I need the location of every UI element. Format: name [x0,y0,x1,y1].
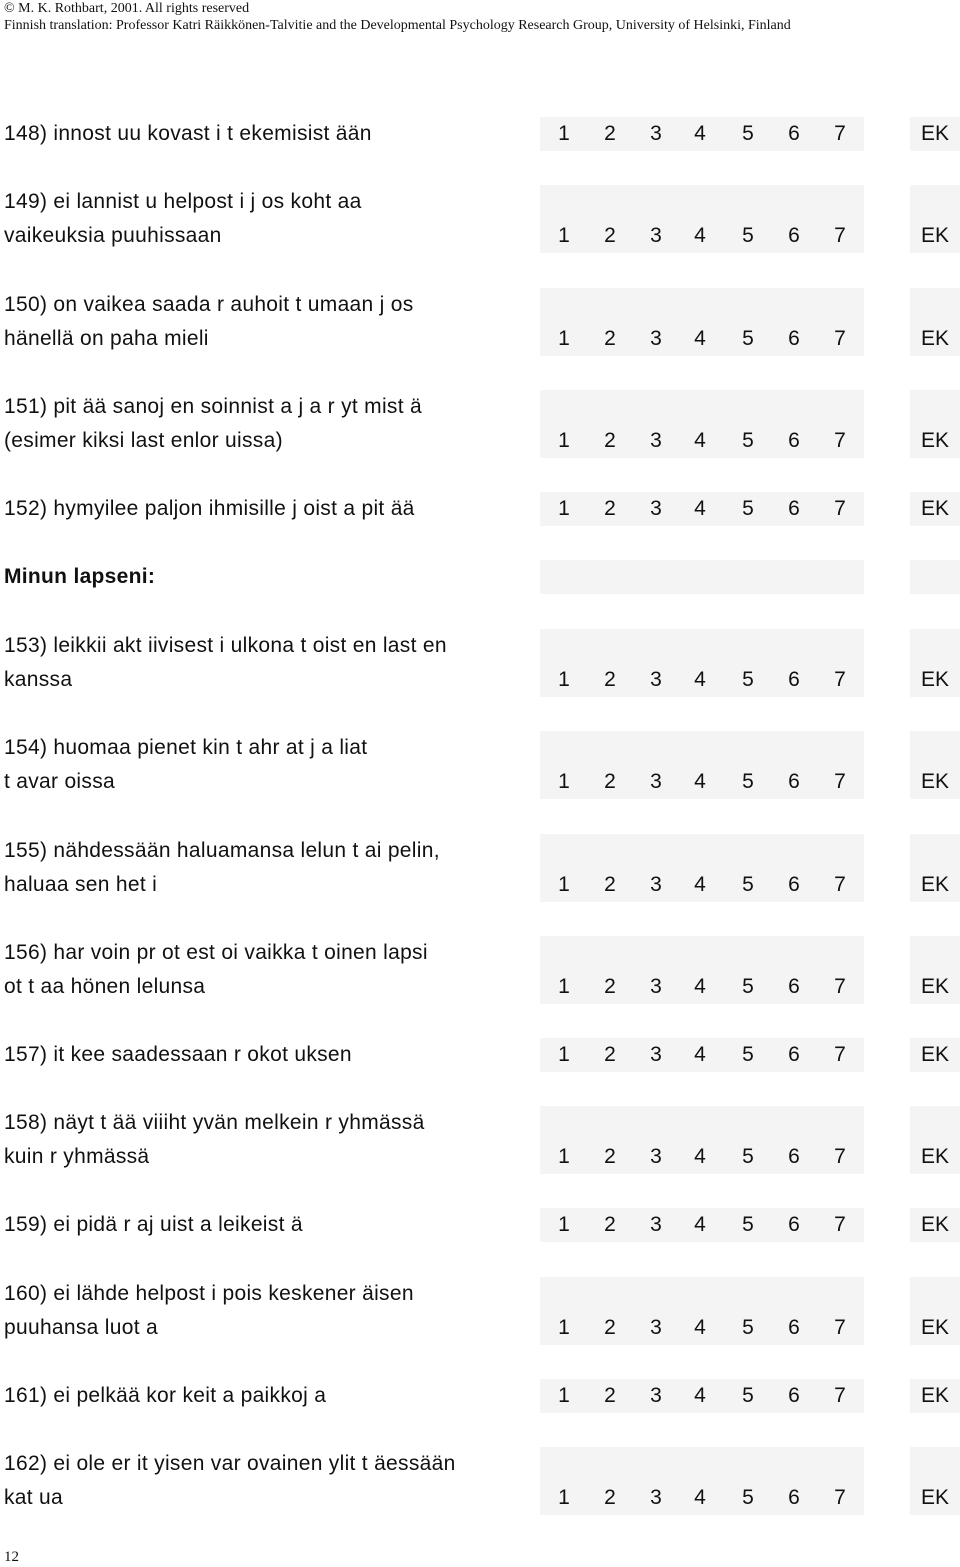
item-text-line: 156) har voin pr ot est oi vaikka t oinen lapsi [4,941,428,964]
rating-option-1[interactable]: 1 [558,1213,570,1236]
questionnaire-row [0,117,960,151]
rating-option-7[interactable]: 7 [834,873,846,896]
not-applicable-option[interactable]: EK [920,1486,949,1509]
rating-option-6[interactable]: 6 [788,122,800,145]
rating-option-2[interactable]: 2 [604,1384,616,1407]
rating-option-1[interactable]: 1 [558,1316,570,1339]
item-text-line: 157) it kee saadessaan r okot uksen [4,1043,352,1066]
rating-option-1[interactable]: 1 [558,122,570,145]
rating-option-3[interactable]: 3 [650,873,662,896]
rating-option-5[interactable]: 5 [742,1145,754,1168]
item-text [4,731,534,799]
rating-option-1[interactable]: 1 [558,497,570,520]
questionnaire-row [0,834,960,902]
not-applicable-background [910,560,960,594]
item-text [4,492,534,526]
rating-scale-background [540,560,864,594]
rating-scale [540,765,864,799]
rating-option-5[interactable]: 5 [742,1486,754,1509]
rating-option-6[interactable]: 6 [788,975,800,998]
questionnaire-row [0,185,960,253]
rating-option-6[interactable]: 6 [788,668,800,691]
rating-option-6[interactable]: 6 [788,1384,800,1407]
rating-option-2[interactable]: 2 [604,975,616,998]
rating-option-2[interactable]: 2 [604,873,616,896]
rating-option-5[interactable]: 5 [742,873,754,896]
item-text [4,834,534,902]
questionnaire-row [0,936,960,1004]
rating-option-1[interactable]: 1 [558,429,570,452]
item-text-line: puuhansa luot a [4,1316,158,1339]
item-text-line: 160) ei lähde helpost i pois keskener äisen [4,1282,414,1305]
rating-scale [540,1038,864,1072]
rating-option-6[interactable]: 6 [788,224,800,247]
item-text-line: 154) huomaa pienet kin t ahr at j a liat [4,736,368,759]
rating-option-1[interactable]: 1 [558,873,570,896]
rating-option-1[interactable]: 1 [558,224,570,247]
item-text [4,1038,534,1072]
item-text-line: 159) ei pidä r aj uist a leikeist ä [4,1213,303,1236]
rating-option-5[interactable]: 5 [742,497,754,520]
rating-scale [540,1208,864,1242]
section-header-row [0,560,960,594]
rating-option-5[interactable]: 5 [742,1384,754,1407]
item-text [4,1447,534,1515]
item-text-line: kanssa [4,668,73,691]
rating-option-4[interactable]: 4 [694,1316,706,1339]
rating-option-7[interactable]: 7 [834,327,846,350]
rating-option-1[interactable]: 1 [558,770,570,793]
not-applicable-option[interactable]: EK [920,668,949,691]
rating-option-2[interactable]: 2 [604,1316,616,1339]
rating-option-6[interactable]: 6 [788,1316,800,1339]
rating-scale [540,219,864,253]
rating-option-2[interactable]: 2 [604,770,616,793]
rating-option-5[interactable]: 5 [742,975,754,998]
rating-option-4[interactable]: 4 [694,1486,706,1509]
rating-option-2[interactable]: 2 [604,429,616,452]
item-text-line: 149) ei lannist u helpost i j os koht aa [4,190,362,213]
questionnaire-row [0,1379,960,1413]
rating-option-7[interactable]: 7 [834,1043,846,1066]
rating-option-7[interactable]: 7 [834,975,846,998]
rating-option-2[interactable]: 2 [604,1145,616,1168]
rating-option-3[interactable]: 3 [650,1213,662,1236]
questionnaire-row [0,1447,960,1515]
rating-option-7[interactable]: 7 [834,1316,846,1339]
rating-scale [540,492,864,526]
rating-option-1[interactable]: 1 [558,1145,570,1168]
item-text-line: 162) ei ole er it yisen var ovainen ylit t äessään [4,1452,456,1475]
questionnaire-row [0,390,960,458]
rating-option-7[interactable]: 7 [834,668,846,691]
rating-option-4[interactable]: 4 [694,224,706,247]
not-applicable-option[interactable]: EK [920,1043,949,1066]
rating-option-4[interactable]: 4 [694,327,706,350]
rating-option-7[interactable]: 7 [834,1213,846,1236]
rating-option-3[interactable]: 3 [650,1043,662,1066]
item-text [4,1106,534,1174]
not-applicable-option[interactable]: EK [920,224,949,247]
section-title [4,560,534,594]
item-text [4,1379,534,1413]
not-applicable-option[interactable]: EK [920,975,949,998]
rating-scale [540,117,864,151]
rating-option-1[interactable]: 1 [558,1043,570,1066]
item-text [4,1277,534,1345]
rating-option-1[interactable]: 1 [558,668,570,691]
not-applicable-option[interactable]: EK [920,1145,949,1168]
item-text [4,1208,534,1242]
rating-scale [540,1379,864,1413]
rating-scale [540,424,864,458]
rating-option-2[interactable]: 2 [604,497,616,520]
rating-option-2[interactable]: 2 [604,1043,616,1066]
rating-option-5[interactable]: 5 [742,1213,754,1236]
item-text [4,288,534,356]
rating-option-7[interactable]: 7 [834,122,846,145]
item-text-line: 158) näyt t ää viiiht yvän melkein r yhmässä [4,1111,425,1134]
rating-option-4[interactable]: 4 [694,429,706,452]
item-text-line: 148) innost uu kovast i t ekemisist ään [4,122,372,145]
rating-scale [540,868,864,902]
rating-option-5[interactable]: 5 [742,668,754,691]
translation-line: Finnish translation: Professor Katri Räikkönen-Talvitie and the Developmental Psychology Research Group, University of Helsinki, Finland [4,18,791,33]
rating-option-4[interactable]: 4 [694,770,706,793]
not-applicable-option[interactable]: EK [920,122,949,145]
item-text [4,629,534,697]
item-text-line: 155) nähdessään haluamansa lelun t ai pelin, [4,839,440,862]
rating-scale [540,1311,864,1345]
rating-option-7[interactable]: 7 [834,224,846,247]
item-text [4,936,534,1004]
rating-scale [540,322,864,356]
item-text-line: kat ua [4,1486,64,1509]
rating-option-1[interactable]: 1 [558,327,570,350]
rating-option-4[interactable]: 4 [694,873,706,896]
copyright-line: © M. K. Rothbart, 2001. All rights reserved [4,1,250,16]
questionnaire-row [0,1038,960,1072]
rating-option-2[interactable]: 2 [604,1486,616,1509]
rating-option-2[interactable]: 2 [604,668,616,691]
not-applicable-option[interactable]: EK [920,497,949,520]
not-applicable-option[interactable]: EK [920,1384,949,1407]
questionnaire-row [0,629,960,697]
rating-option-5[interactable]: 5 [742,1316,754,1339]
rating-option-3[interactable]: 3 [650,497,662,520]
item-text [4,390,534,458]
rating-option-7[interactable]: 7 [834,497,846,520]
rating-option-1[interactable]: 1 [558,1384,570,1407]
rating-option-6[interactable]: 6 [788,1486,800,1509]
rating-option-3[interactable]: 3 [650,668,662,691]
rating-option-3[interactable]: 3 [650,429,662,452]
rating-option-6[interactable]: 6 [788,770,800,793]
rating-option-6[interactable]: 6 [788,1213,800,1236]
item-text-line: 153) leikkii akt iivisest i ulkona t oist en last en [4,634,447,657]
rating-option-7[interactable]: 7 [834,770,846,793]
rating-option-7[interactable]: 7 [834,1486,846,1509]
page-number: 12 [4,1549,19,1565]
rating-option-4[interactable]: 4 [694,497,706,520]
not-applicable-option[interactable]: EK [920,1316,949,1339]
rating-option-3[interactable]: 3 [650,327,662,350]
not-applicable-option[interactable]: EK [920,327,949,350]
rating-option-4[interactable]: 4 [694,975,706,998]
rating-scale [540,970,864,1004]
not-applicable-option[interactable]: EK [920,1213,949,1236]
rating-option-6[interactable]: 6 [788,873,800,896]
rating-option-5[interactable]: 5 [742,429,754,452]
questionnaire-row [0,1277,960,1345]
rating-option-6[interactable]: 6 [788,429,800,452]
rating-option-2[interactable]: 2 [604,122,616,145]
rating-option-5[interactable]: 5 [742,1043,754,1066]
not-applicable-option[interactable]: EK [920,770,949,793]
item-text [4,185,534,253]
rating-option-5[interactable]: 5 [742,224,754,247]
questionnaire-row [0,492,960,526]
rating-option-5[interactable]: 5 [742,770,754,793]
questionnaire-row [0,1208,960,1242]
rating-option-4[interactable]: 4 [694,1213,706,1236]
not-applicable-option[interactable]: EK [920,873,949,896]
item-text-line: Minun lapseni: [4,565,156,588]
item-text-line: (esimer kiksi last enlor uissa) [4,429,283,452]
item-text-line: hänellä on paha mieli [4,327,209,350]
item-text-line: t avar oissa [4,770,115,793]
rating-option-2[interactable]: 2 [604,1213,616,1236]
rating-option-5[interactable]: 5 [742,122,754,145]
not-applicable-option[interactable]: EK [920,429,949,452]
rating-option-2[interactable]: 2 [604,224,616,247]
item-text-line: vaikeuksia puuhissaan [4,224,222,247]
questionnaire-row [0,731,960,799]
rating-option-6[interactable]: 6 [788,1043,800,1066]
item-text-line: haluaa sen het i [4,873,158,896]
rating-option-3[interactable]: 3 [650,1384,662,1407]
rating-option-3[interactable]: 3 [650,1486,662,1509]
rating-option-2[interactable]: 2 [604,327,616,350]
rating-option-4[interactable]: 4 [694,1384,706,1407]
rating-scale [540,1481,864,1515]
rating-option-1[interactable]: 1 [558,975,570,998]
item-text-line: 152) hymyilee paljon ihmisille j oist a pit ää [4,497,415,520]
item-text-line: 150) on vaikea saada r auhoit t umaan j os [4,293,414,316]
rating-scale [540,1140,864,1174]
rating-option-4[interactable]: 4 [694,1145,706,1168]
item-text [4,117,534,151]
rating-option-7[interactable]: 7 [834,1145,846,1168]
rating-option-7[interactable]: 7 [834,429,846,452]
rating-option-4[interactable]: 4 [694,122,706,145]
rating-option-4[interactable]: 4 [694,668,706,691]
rating-scale [540,663,864,697]
rating-option-3[interactable]: 3 [650,770,662,793]
questionnaire-row [0,1106,960,1174]
item-text-line: kuin r yhmässä [4,1145,150,1168]
item-text-line: ot t aa hönen lelunsa [4,975,206,998]
rating-option-3[interactable]: 3 [650,1316,662,1339]
rating-option-3[interactable]: 3 [650,224,662,247]
item-text-line: 151) pit ää sanoj en soinnist a j a r yt mist ä [4,395,422,418]
rating-option-6[interactable]: 6 [788,327,800,350]
rating-option-7[interactable]: 7 [834,1384,846,1407]
rating-option-3[interactable]: 3 [650,122,662,145]
rating-option-3[interactable]: 3 [650,975,662,998]
rating-option-6[interactable]: 6 [788,1145,800,1168]
rating-option-1[interactable]: 1 [558,1486,570,1509]
questionnaire-row [0,288,960,356]
rating-option-5[interactable]: 5 [742,327,754,350]
rating-option-3[interactable]: 3 [650,1145,662,1168]
item-text-line: 161) ei pelkää kor keit a paikkoj a [4,1384,327,1407]
rating-option-4[interactable]: 4 [694,1043,706,1066]
rating-option-6[interactable]: 6 [788,497,800,520]
